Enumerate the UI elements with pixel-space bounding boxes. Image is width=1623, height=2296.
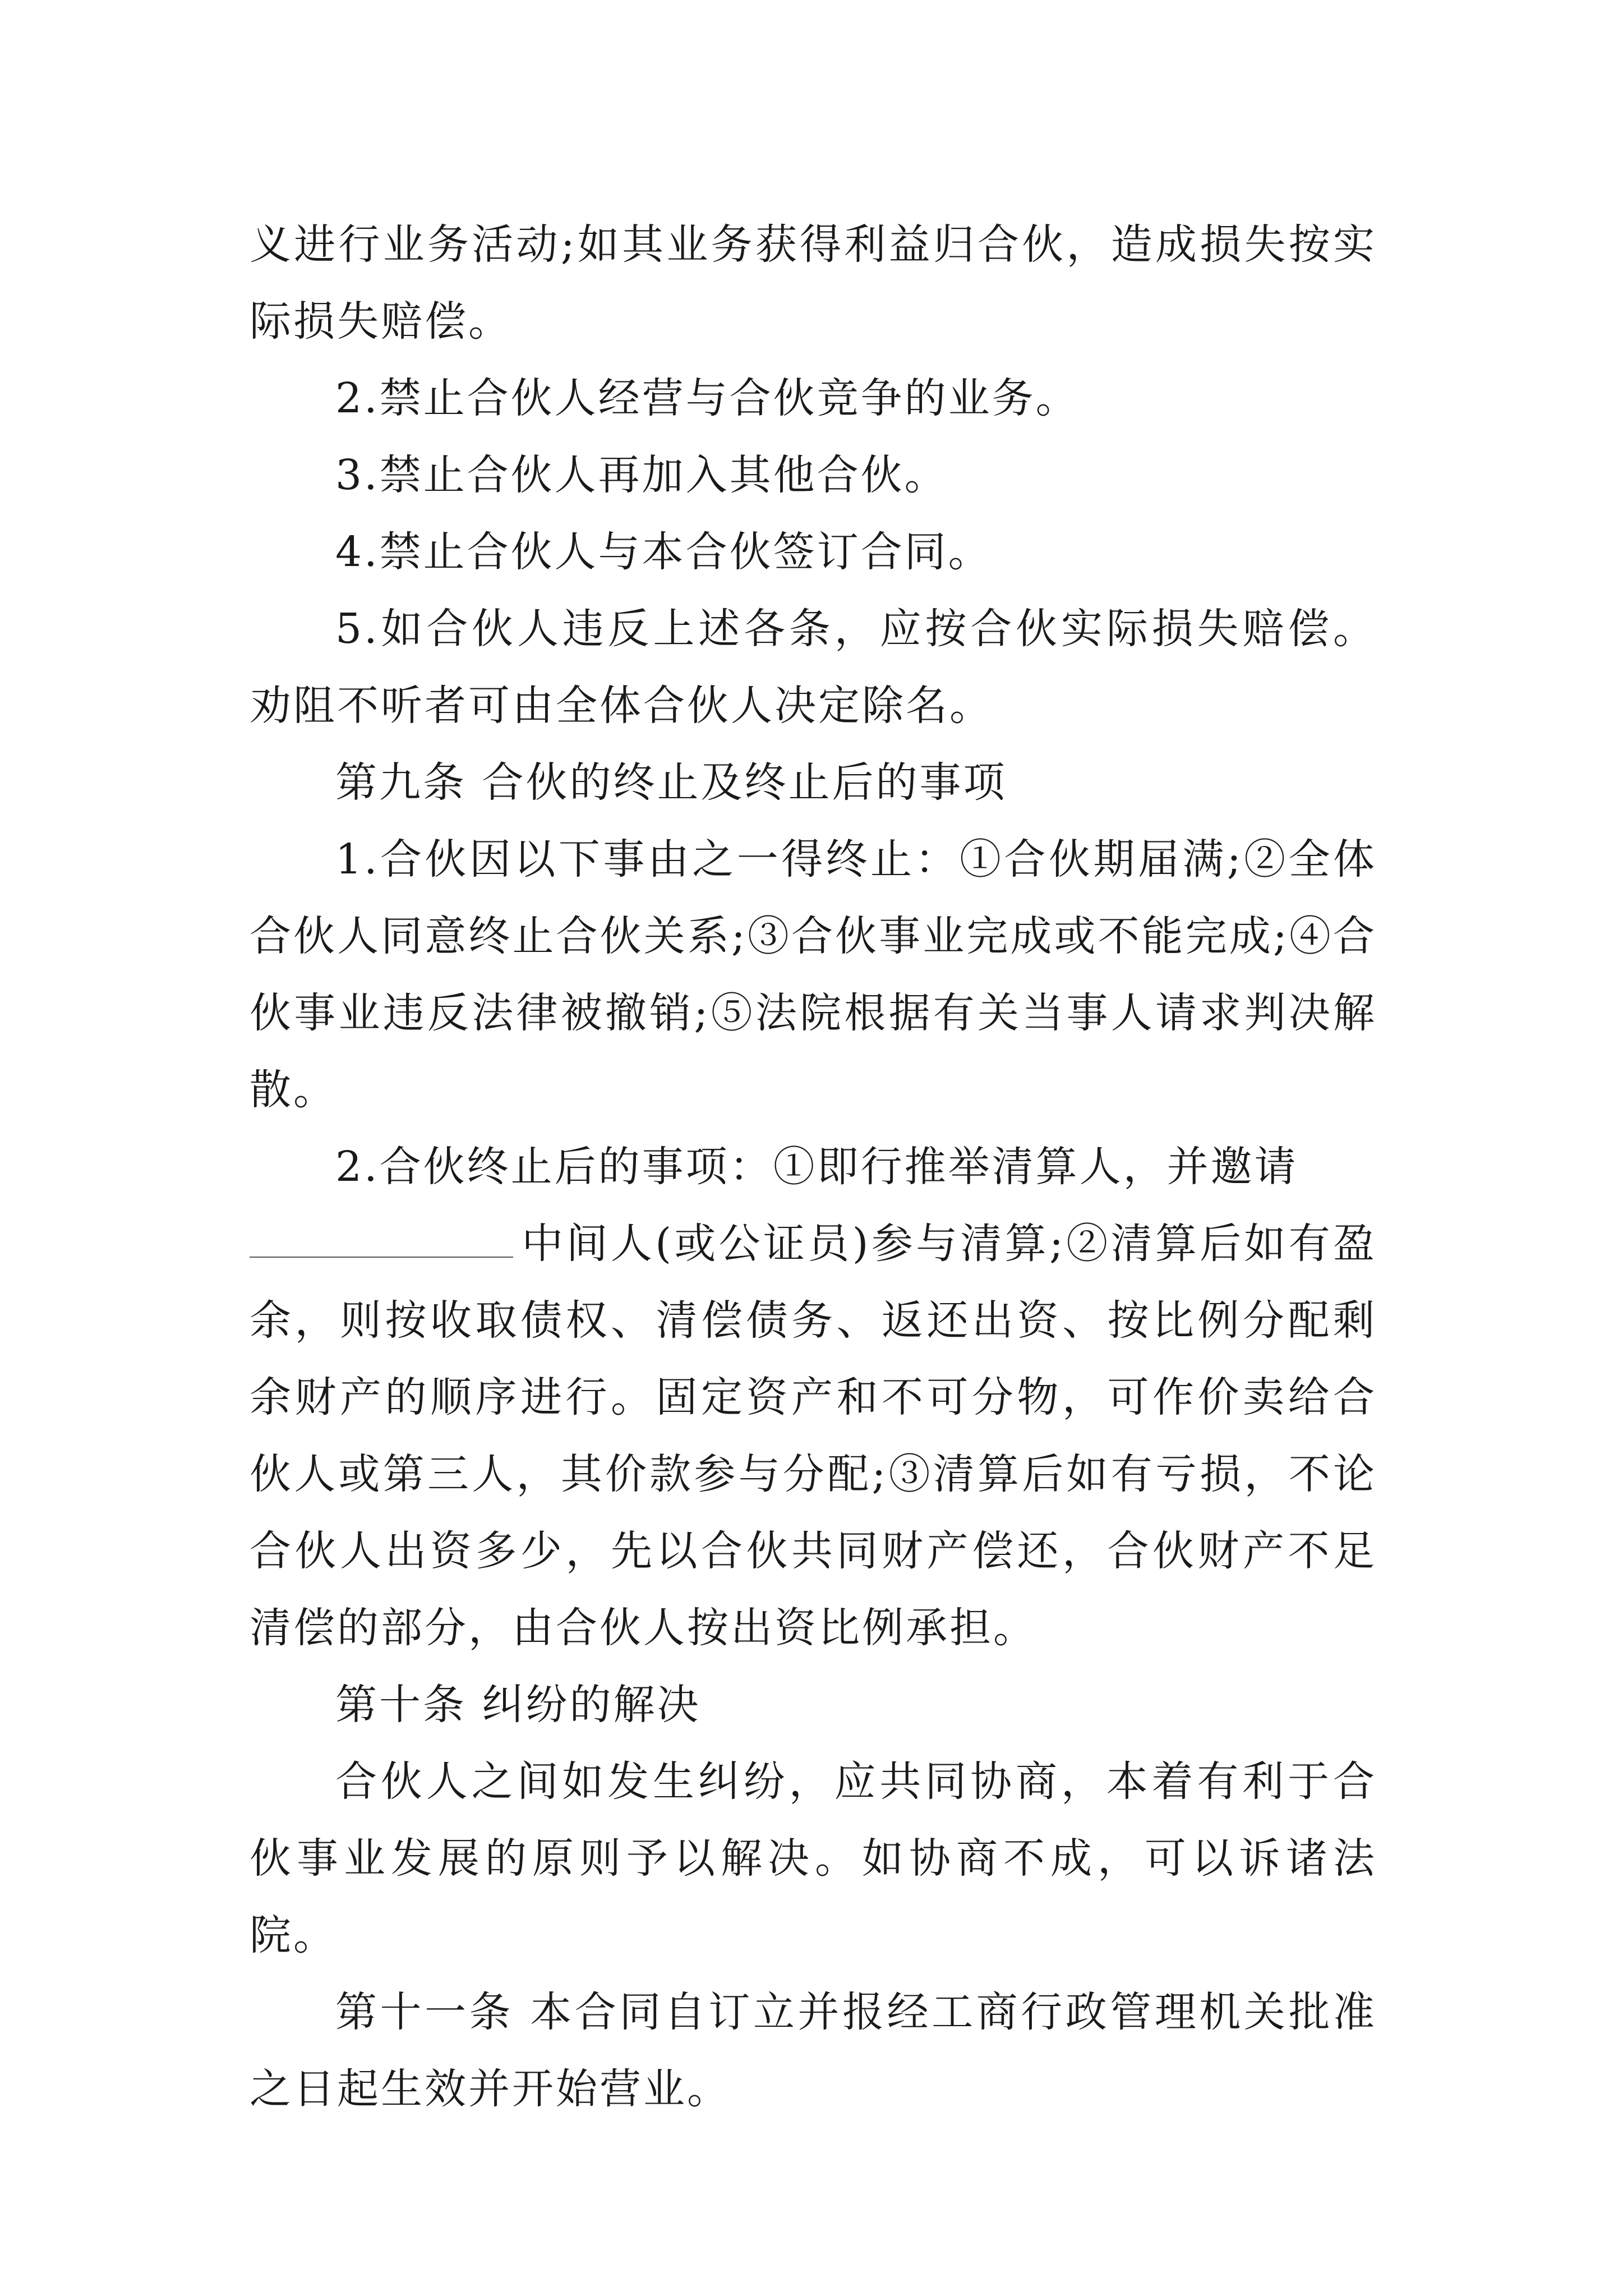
article-10-heading: 第十条 纠纷的解决 [335,1681,701,1729]
clause-item-5: 5.如合伙人违反上述各条，应按合伙实际损失赔偿。劝阻不听者可由全体合伙人决定除名。 [250,605,1377,730]
document-body [250,206,1377,2128]
termination-item-2-text: 中间人(或公证员)参与清算;②清算后如有盈余，则按收取债权、清偿债务、返还出资、按比例分配剩余财产的顺序进行。固定资产和不可分物，可作价卖给合伙人或第三人，其价款参与分配;③清算后如有亏损，不论合伙人出资多少，先以合伙共同财产偿还，合伙财产不足清偿的部分，由合伙人按出资比例承担。 [250,1220,1377,1652]
termination-item-1: 1.合伙因以下事由之一得终止：①合伙期届满;②全体合伙人同意终止合伙关系;③合伙事业完成或不能完成;④合伙事业违反法律被撤销;⑤法院根据有关当事人请求判决解散。 [250,835,1377,1114]
fill-in-blank [250,1255,513,1258]
paragraph-continuation: 义进行业务活动;如其业务获得利益归合伙，造成损失按实际损失赔偿。 [250,220,1377,346]
termination-item-2-first-line: 2.合伙终止后的事项：①即行推举清算人，并邀请 [335,1143,1298,1191]
dispute-resolution-text: 合伙人之间如发生纠纷，应共同协商，本着有利于合伙事业发展的原则予以解决。如协商不成，可以诉诸法院。 [250,1757,1377,1959]
clause-item-3: 3.禁止合伙人再加入其他合伙。 [335,451,948,499]
clause-item-2: 2.禁止合伙人经营与合伙竞争的业务。 [335,374,1080,422]
article-9-heading: 第九条 合伙的终止及终止后的事项 [335,758,1007,807]
termination-item-2-rest [250,1205,1377,1667]
clause-item-4: 4.禁止合伙人与本合伙签订合同。 [335,528,992,576]
article-11-text: 第十一条 本合同自订立并报经工商行政管理机关批准之日起生效并开始营业。 [250,1988,1377,2113]
